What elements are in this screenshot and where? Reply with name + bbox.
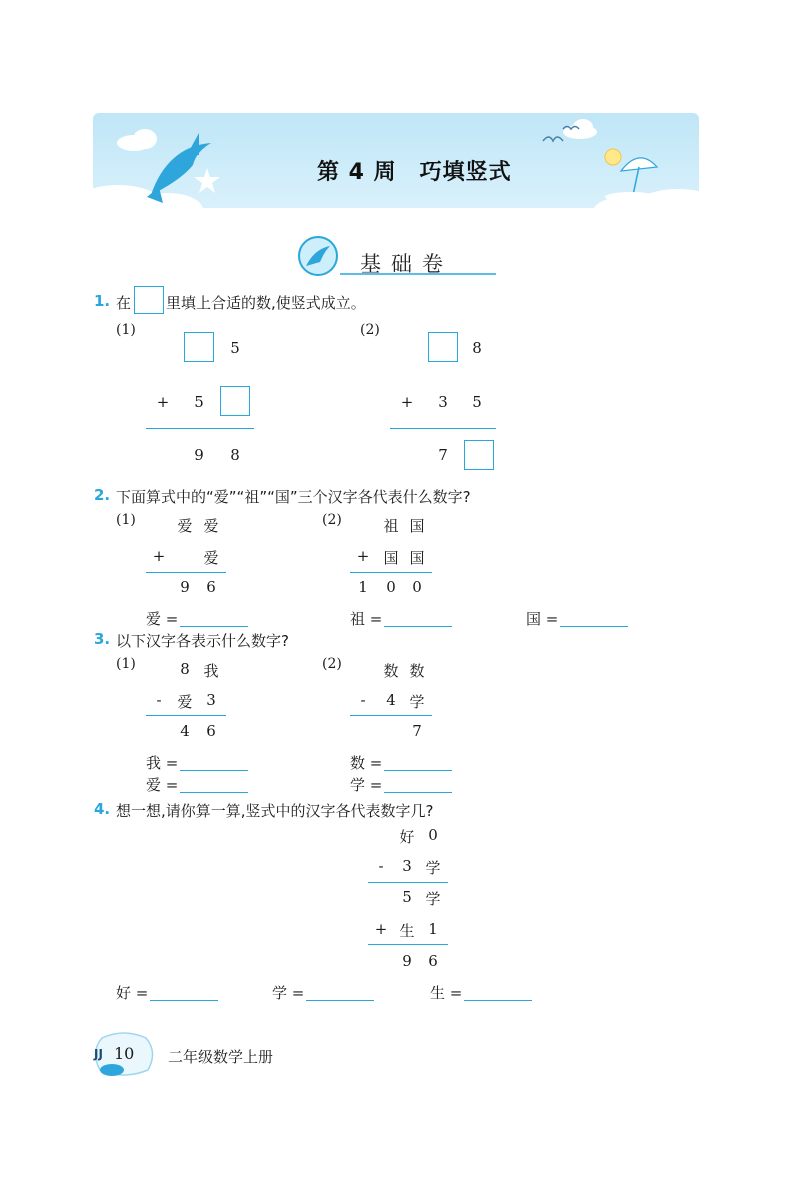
q3-p1-digit: 6 [206, 722, 216, 740]
q2-p2-digit: 0 [386, 578, 396, 596]
q1-p2-label: (2) [360, 322, 380, 338]
q2-answer-label-guo: 国 = [526, 610, 559, 628]
q1-p2-operator: + [400, 393, 414, 411]
q3-p2-operator: - [360, 691, 366, 709]
q2-p1-char: 爱 [177, 517, 193, 535]
q1-p2-blank-box[interactable] [428, 332, 458, 362]
q4-operator-minus: - [378, 857, 384, 875]
q1-number: 1. [94, 292, 111, 310]
q2-p1-digit: 6 [206, 578, 216, 596]
q1-p1-label: (1) [116, 322, 136, 338]
q3-p2-digit: 7 [412, 722, 422, 740]
q3-answer-label-ai: 爱 = [146, 776, 179, 794]
star-icon [193, 167, 221, 195]
q3-answer-blank-wo[interactable] [180, 770, 248, 771]
q4-answer-blank-xue[interactable] [306, 1000, 374, 1001]
q1-p1-digit: 9 [194, 446, 204, 464]
q1-p2-digit: 8 [472, 339, 482, 357]
q2-p2-operator: + [356, 547, 370, 565]
q3-answer-blank-xue[interactable] [384, 792, 452, 793]
q4-char: 生 [399, 922, 415, 940]
q3-answer-label-shu: 数 = [350, 754, 383, 772]
q2-p1-sum-line [146, 572, 226, 573]
q4-digit: 3 [402, 857, 412, 875]
q3-p1-digit: 8 [180, 660, 190, 678]
q2-answer-label-ai: 爱 = [146, 610, 179, 628]
q3-p2-char: 数 [409, 662, 425, 680]
q4-answer-label-xue: 学 = [272, 984, 305, 1002]
q2-p2-char: 国 [409, 549, 425, 567]
footer-code: JJ [94, 1047, 103, 1061]
q2-p2-char: 祖 [383, 517, 399, 535]
week-banner [93, 113, 699, 208]
q4-answer-label-sheng: 生 = [430, 984, 463, 1002]
q3-p1-char: 爱 [177, 693, 193, 711]
q3-p1-operator: - [156, 691, 162, 709]
q3-p2-digit: 4 [386, 691, 396, 709]
q3-p1-digit: 3 [206, 691, 216, 709]
q3-number: 3. [94, 630, 111, 648]
q3-text: 以下汉字各表示什么数字? [116, 632, 289, 650]
q2-p1-char: 爱 [203, 549, 219, 567]
q1-p1-digit: 8 [230, 446, 240, 464]
q1-text-b: 里填上合适的数,使竖式成立。 [166, 294, 366, 312]
q1-p1-sum-line [146, 428, 254, 429]
q2-answer-blank-ai[interactable] [180, 626, 248, 627]
q4-text: 想一想,请你算一算,竖式中的汉字各代表数字几? [116, 802, 434, 820]
q3-p1-digit: 4 [180, 722, 190, 740]
q3-answer-blank-ai[interactable] [180, 792, 248, 793]
q4-char: 学 [425, 890, 441, 908]
q2-text: 下面算式中的“爱”“祖”“国”三个汉字各代表什么数字? [116, 488, 471, 506]
q2-p2-digit: 1 [358, 578, 368, 596]
q1-p1-digit: 5 [230, 339, 240, 357]
q1-p2-sum-line [390, 428, 496, 429]
q4-digit: 1 [428, 920, 438, 938]
banner-title: 第 4 周 巧填竖式 [317, 160, 512, 185]
book-title: 二年级数学上册 [168, 1048, 274, 1066]
q2-answer-label-zu: 祖 = [350, 610, 383, 628]
q2-p2-digit: 0 [412, 578, 422, 596]
q3-p2-diff-line [350, 715, 432, 716]
q3-answer-label-xue: 学 = [350, 776, 383, 794]
q4-operator-plus: + [374, 920, 388, 938]
q2-p1-label: (1) [116, 512, 136, 528]
q4-digit: 0 [428, 826, 438, 844]
q2-p1-char: 爱 [203, 517, 219, 535]
page-number: 10 [114, 1044, 135, 1063]
q3-p1-char: 我 [203, 662, 219, 680]
q4-answer-label-hao: 好 = [116, 984, 149, 1002]
q4-digit: 6 [428, 952, 438, 970]
q4-answer-blank-hao[interactable] [150, 1000, 218, 1001]
q2-p2-sum-line [350, 572, 432, 573]
q1-p2-blank-box[interactable] [464, 440, 494, 470]
q2-p2-label: (2) [322, 512, 342, 528]
beach-umbrella-icon [593, 141, 663, 203]
q1-p1-operator: + [156, 393, 170, 411]
q2-answer-blank-zu[interactable] [384, 626, 452, 627]
q4-sum-line [368, 944, 448, 945]
q3-p2-char: 学 [409, 693, 425, 711]
q3-p1-diff-line [146, 715, 226, 716]
seagulls-icon [541, 121, 581, 149]
q2-p2-char: 国 [409, 517, 425, 535]
q1-p2-digit: 3 [438, 393, 448, 411]
q1-p1-blank-box[interactable] [220, 386, 250, 416]
q2-p2-char: 国 [383, 549, 399, 567]
q2-number: 2. [94, 486, 111, 504]
q3-answer-label-wo: 我 = [146, 754, 179, 772]
q4-answer-blank-sheng[interactable] [464, 1000, 532, 1001]
q2-p1-digit: 9 [180, 578, 190, 596]
q4-number: 4. [94, 800, 111, 818]
q3-p2-char: 数 [383, 662, 399, 680]
q4-char: 学 [425, 859, 441, 877]
q3-p2-label: (2) [322, 656, 342, 672]
q4-digit: 9 [402, 952, 412, 970]
q2-p1-operator: + [152, 547, 166, 565]
q1-p2-digit: 5 [472, 393, 482, 411]
q1-example-box [134, 286, 164, 314]
q3-p1-label: (1) [116, 656, 136, 672]
q4-digit: 5 [402, 888, 412, 906]
q1-text-a: 在 [116, 294, 132, 312]
q4-diff-line [368, 882, 448, 883]
q1-p2-digit: 7 [438, 446, 448, 464]
q4-char: 好 [399, 828, 415, 846]
q1-p1-digit: 5 [194, 393, 204, 411]
section-title: 基础卷 [360, 252, 453, 276]
q1-p1-blank-box[interactable] [184, 332, 214, 362]
q2-answer-blank-guo[interactable] [560, 626, 628, 627]
q3-answer-blank-shu[interactable] [384, 770, 452, 771]
